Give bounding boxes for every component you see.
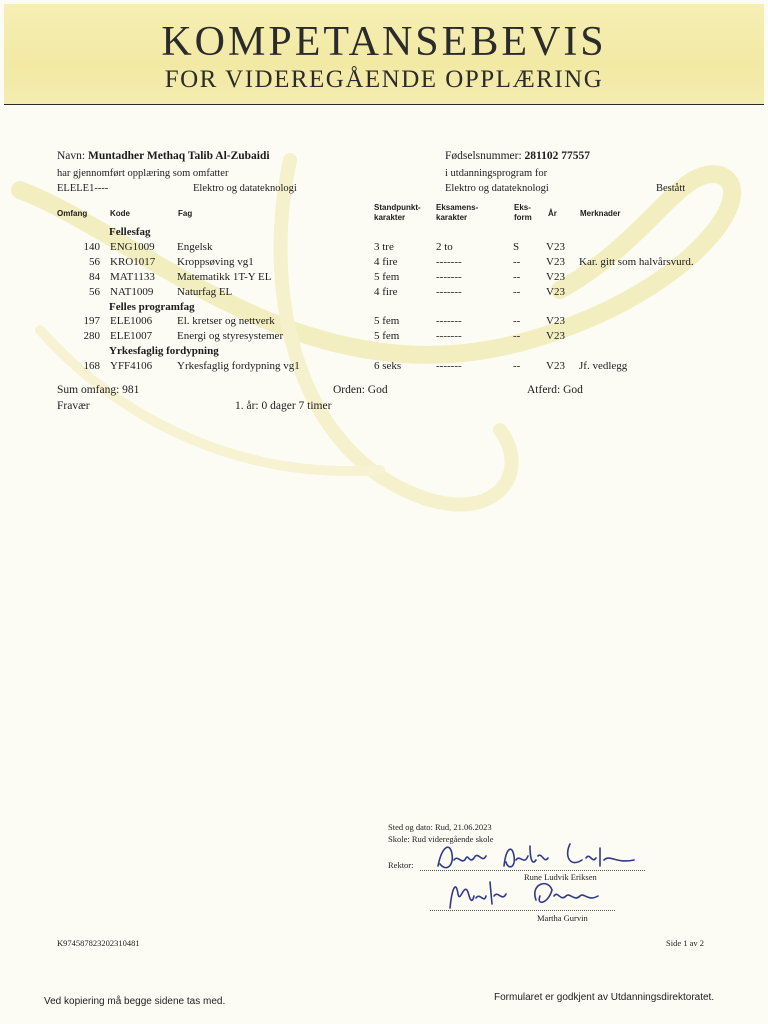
birth-label: Fødselsnummer: bbox=[445, 150, 522, 162]
fag-cell: Naturfag EL bbox=[177, 285, 233, 298]
eksamen-cell: ------- bbox=[436, 270, 462, 283]
omfang-cell: 197 bbox=[83, 315, 100, 328]
page-number: Side 1 av 2 bbox=[666, 938, 705, 948]
standpunkt-cell: 5 fem bbox=[374, 330, 400, 343]
col-aar: År bbox=[548, 209, 557, 218]
col-standpunkt bbox=[374, 203, 421, 223]
standpunkt-cell: 3 tre bbox=[374, 240, 394, 253]
col-eksform bbox=[514, 203, 532, 223]
name-line bbox=[57, 150, 270, 162]
copy-note: Ved kopiering må begge sidene tas med. bbox=[44, 996, 226, 1007]
aar-cell: V23 bbox=[546, 330, 565, 343]
col-eksform-line2: form bbox=[514, 213, 532, 222]
col-merknader: Merknader bbox=[580, 209, 621, 218]
approval-note: Formularet er godkjent av Utdanningsdirektoratet. bbox=[494, 992, 715, 1003]
standpunkt-cell: 5 fem bbox=[374, 315, 400, 328]
eksform-cell: -- bbox=[513, 360, 521, 373]
fravaer-label: Fravær bbox=[57, 400, 90, 412]
eksform-cell: -- bbox=[513, 315, 521, 328]
standpunkt-cell: 6 seks bbox=[374, 360, 402, 373]
table-row bbox=[0, 315, 768, 329]
orden: Orden: God bbox=[333, 384, 388, 396]
eksform-cell: -- bbox=[513, 330, 521, 343]
aar-cell: V23 bbox=[546, 315, 565, 328]
group-title: Fellesfag bbox=[109, 226, 151, 238]
omfang-cell: 168 bbox=[83, 360, 100, 373]
table-row bbox=[0, 241, 768, 255]
fravaer-value: 1. år: 0 dager 7 timer bbox=[235, 400, 332, 412]
standpunkt-cell: 4 fire bbox=[374, 285, 398, 298]
second-signature bbox=[440, 874, 620, 914]
kode-cell: ENG1009 bbox=[110, 240, 155, 253]
col-eksamen bbox=[436, 203, 478, 223]
col-standpunkt-line1: Standpunkt- bbox=[374, 203, 421, 212]
eksamen-cell: ------- bbox=[436, 255, 462, 268]
fag-cell: Kroppsøving vg1 bbox=[177, 255, 254, 268]
eksform-cell: -- bbox=[513, 270, 521, 283]
col-standpunkt-line2: karakter bbox=[374, 213, 406, 222]
kode-cell: MAT1133 bbox=[110, 270, 155, 283]
school-name: Skole: Rud videregående skole bbox=[388, 834, 494, 844]
aar-cell: V23 bbox=[546, 360, 565, 373]
fag-cell: El. kretser og nettverk bbox=[177, 315, 275, 328]
kode-cell: KRO1017 bbox=[110, 255, 156, 268]
completed-text: har gjennomført opplæring som omfatter bbox=[57, 168, 229, 179]
omfang-cell: 56 bbox=[89, 285, 100, 298]
merknad-cell: Jf. vedlegg bbox=[579, 360, 628, 373]
program-code: ELELE1---- bbox=[57, 183, 109, 194]
atferd: Atferd: God bbox=[527, 384, 583, 396]
col-kode: Kode bbox=[110, 209, 130, 218]
omfang-cell: 56 bbox=[89, 255, 100, 268]
name-label: Navn: bbox=[57, 150, 86, 162]
table-row bbox=[0, 360, 768, 374]
col-omfang: Omfang bbox=[57, 209, 88, 218]
table-row bbox=[0, 256, 768, 270]
document-subtitle: FOR VIDEREGÅENDE OPPLÆRING bbox=[164, 66, 604, 93]
group-title: Felles programfag bbox=[109, 300, 195, 313]
birth-number: 281102 77557 bbox=[524, 150, 591, 162]
document-id: K974587823202310481 bbox=[57, 938, 140, 948]
subject-area: Elektro og datateknologi bbox=[193, 183, 297, 194]
aar-cell: V23 bbox=[546, 285, 565, 298]
table-row bbox=[0, 271, 768, 285]
eksform-cell: -- bbox=[513, 255, 521, 268]
status-passed: Bestått bbox=[656, 183, 686, 194]
col-eksamen-line2: karakter bbox=[436, 213, 468, 222]
eksamen-cell: 2 to bbox=[436, 240, 453, 253]
eksamen-cell: ------- bbox=[436, 315, 462, 328]
eksform-cell: -- bbox=[513, 285, 521, 298]
kode-cell: YFF4106 bbox=[110, 360, 153, 373]
col-fag: Fag bbox=[178, 209, 193, 218]
kode-cell: ELE1006 bbox=[110, 315, 153, 328]
aar-cell: V23 bbox=[546, 255, 565, 268]
second-name: Martha Gurvin bbox=[537, 913, 588, 923]
birth-line bbox=[445, 150, 590, 162]
aar-cell: V23 bbox=[546, 270, 565, 283]
eksamen-cell: ------- bbox=[436, 360, 462, 373]
program-name: Elektro og datateknologi bbox=[445, 183, 549, 194]
standpunkt-cell: 5 fem bbox=[374, 270, 400, 283]
eksamen-cell: ------- bbox=[436, 330, 462, 343]
program-text: i utdanningsprogram for bbox=[445, 168, 548, 179]
rektor-label: Rektor: bbox=[388, 860, 414, 870]
second-signature-line bbox=[430, 910, 615, 911]
fag-cell: Matematikk 1T-Y EL bbox=[177, 270, 272, 283]
standpunkt-cell: 4 fire bbox=[374, 255, 398, 268]
omfang-cell: 84 bbox=[89, 270, 100, 283]
aar-cell: V23 bbox=[546, 240, 565, 253]
rektor-name: Rune Ludvik Eriksen bbox=[524, 872, 597, 882]
fag-cell: Energi og styresystemer bbox=[177, 330, 284, 343]
student-name: Muntadher Methaq Talib Al-Zubaidi bbox=[87, 150, 270, 162]
kode-cell: NAT1009 bbox=[110, 285, 154, 298]
col-eksamen-line1: Eksamens- bbox=[436, 203, 479, 212]
sum-omfang: Sum omfang: 981 bbox=[57, 384, 140, 396]
col-eksform-line1: Eks- bbox=[514, 203, 531, 212]
omfang-cell: 280 bbox=[83, 330, 100, 343]
document-title: KOMPETANSEBEVIS bbox=[161, 19, 607, 65]
place-date: Sted og dato: Rud, 21.06.2023 bbox=[388, 822, 492, 832]
fag-cell: Yrkesfaglig fordypning vg1 bbox=[177, 360, 300, 373]
kode-cell: ELE1007 bbox=[110, 330, 153, 343]
table-row bbox=[0, 330, 768, 344]
eksamen-cell: ------- bbox=[436, 285, 462, 298]
fag-cell: Engelsk bbox=[177, 240, 213, 253]
omfang-cell: 140 bbox=[83, 240, 100, 253]
eksform-cell: S bbox=[513, 240, 520, 253]
merknad-cell: Kar. gitt som halvårsvurd. bbox=[579, 255, 694, 268]
group-title: Yrkesfaglig fordypning bbox=[109, 345, 219, 358]
table-row bbox=[0, 286, 768, 300]
